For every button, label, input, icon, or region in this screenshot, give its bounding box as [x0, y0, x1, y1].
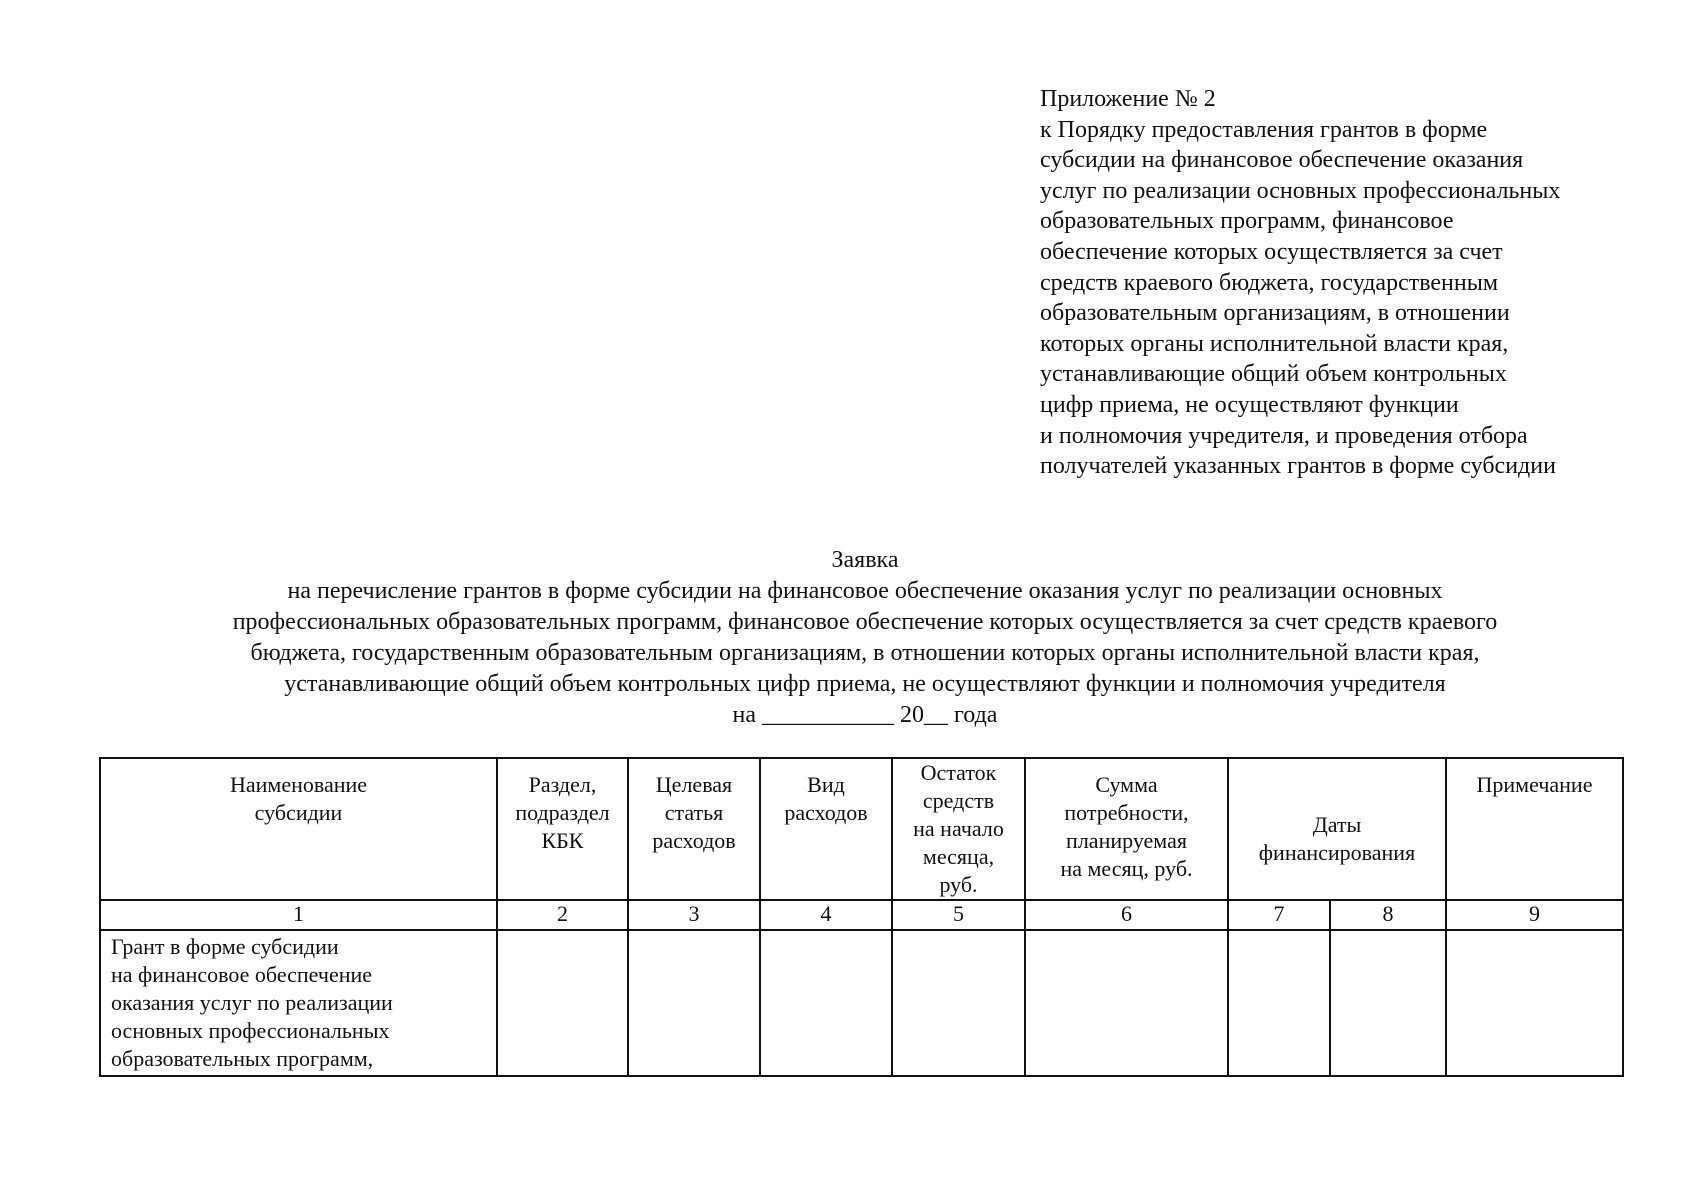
appendix-line: и полномочия учредителя, и проведения отбора: [1040, 422, 1528, 449]
header-kind: Вид расходов: [760, 758, 892, 900]
appendix-line: устанавливающие общий объем контрольных: [1040, 361, 1507, 388]
column-number: 7: [1228, 900, 1330, 930]
column-number: 6: [1025, 900, 1228, 930]
appendix-line: обеспечение которых осуществляется за счет: [1040, 238, 1503, 265]
appendix-line: средств краевого бюджета, государственным: [1040, 269, 1499, 296]
header-sum: Сумма потребности, планируемая на месяц, руб.: [1025, 758, 1228, 900]
row-sum-cell: [1025, 930, 1228, 1076]
column-number: 1: [100, 900, 497, 930]
request-title: Заявка: [831, 547, 899, 573]
appendix-line: к Порядку предоставления грантов в форме: [1040, 116, 1488, 143]
table-row: [100, 930, 1623, 1076]
column-number: 2: [497, 900, 628, 930]
appendix-line: получателей указанных грантов в форме субсидии: [1040, 453, 1556, 480]
row-section-cell: [497, 930, 628, 1076]
appendix-line: субсидии на финансовое обеспечение оказания: [1040, 147, 1524, 174]
row-kind-cell: [760, 930, 892, 1076]
header-note: Примечание: [1446, 758, 1623, 900]
header-section: Раздел, подраздел КБК: [497, 758, 628, 900]
header-dates: Даты финансирования: [1228, 758, 1446, 900]
request-line: на перечисление грантов в форме субсидии на финансовое обеспечение оказания услуг по реализации основных: [287, 578, 1443, 604]
row-target-cell: [628, 930, 760, 1076]
column-number: 5: [892, 900, 1025, 930]
column-number: 4: [760, 900, 892, 930]
appendix-line: Приложение № 2: [1040, 86, 1216, 112]
header-target: Целевая статья расходов: [628, 758, 760, 900]
appendix-line: услуг по реализации основных профессиональных: [1040, 177, 1561, 204]
request-table: [99, 757, 1624, 1077]
appendix-line: образовательных программ, финансовое: [1040, 208, 1454, 235]
column-number-row: [100, 900, 1623, 930]
column-number: 8: [1330, 900, 1446, 930]
header-name: Наименование субсидии: [100, 758, 497, 900]
request-line: профессиональных образовательных программ, финансовое обеспечение которых осуществляется за счет средств краевого: [232, 609, 1498, 635]
appendix-line: которых органы исполнительной власти края,: [1040, 330, 1509, 357]
column-number: 3: [628, 900, 760, 930]
column-number: 9: [1446, 900, 1623, 930]
header-row: [100, 758, 1623, 900]
row-date-7-cell: [1228, 930, 1330, 1076]
header-balance: Остаток средств на начало месяца, руб.: [892, 758, 1025, 900]
request-date-line: на ___________ 20__ года: [732, 702, 998, 728]
request-line: устанавливающие общий объем контрольных цифр приема, не осуществляют функции и полномочия учредителя: [284, 671, 1446, 697]
request-line: бюджета, государственным образовательным организациям, в отношении которых органы исполнительной власти края,: [250, 640, 1480, 666]
row-name-cell: Грант в форме субсидии на финансовое обеспечение оказания услуг по реализации основных профессиональных образовательных программ,: [100, 930, 497, 1076]
appendix-line: цифр приема, не осуществляют функции: [1040, 391, 1459, 418]
request-title-block: [100, 545, 1630, 731]
appendix-line: образовательным организациям, в отношении: [1040, 300, 1510, 327]
row-date-8-cell: [1330, 930, 1446, 1076]
row-balance-cell: [892, 930, 1025, 1076]
row-note-cell: [1446, 930, 1623, 1076]
appendix-block: [1040, 84, 1660, 482]
